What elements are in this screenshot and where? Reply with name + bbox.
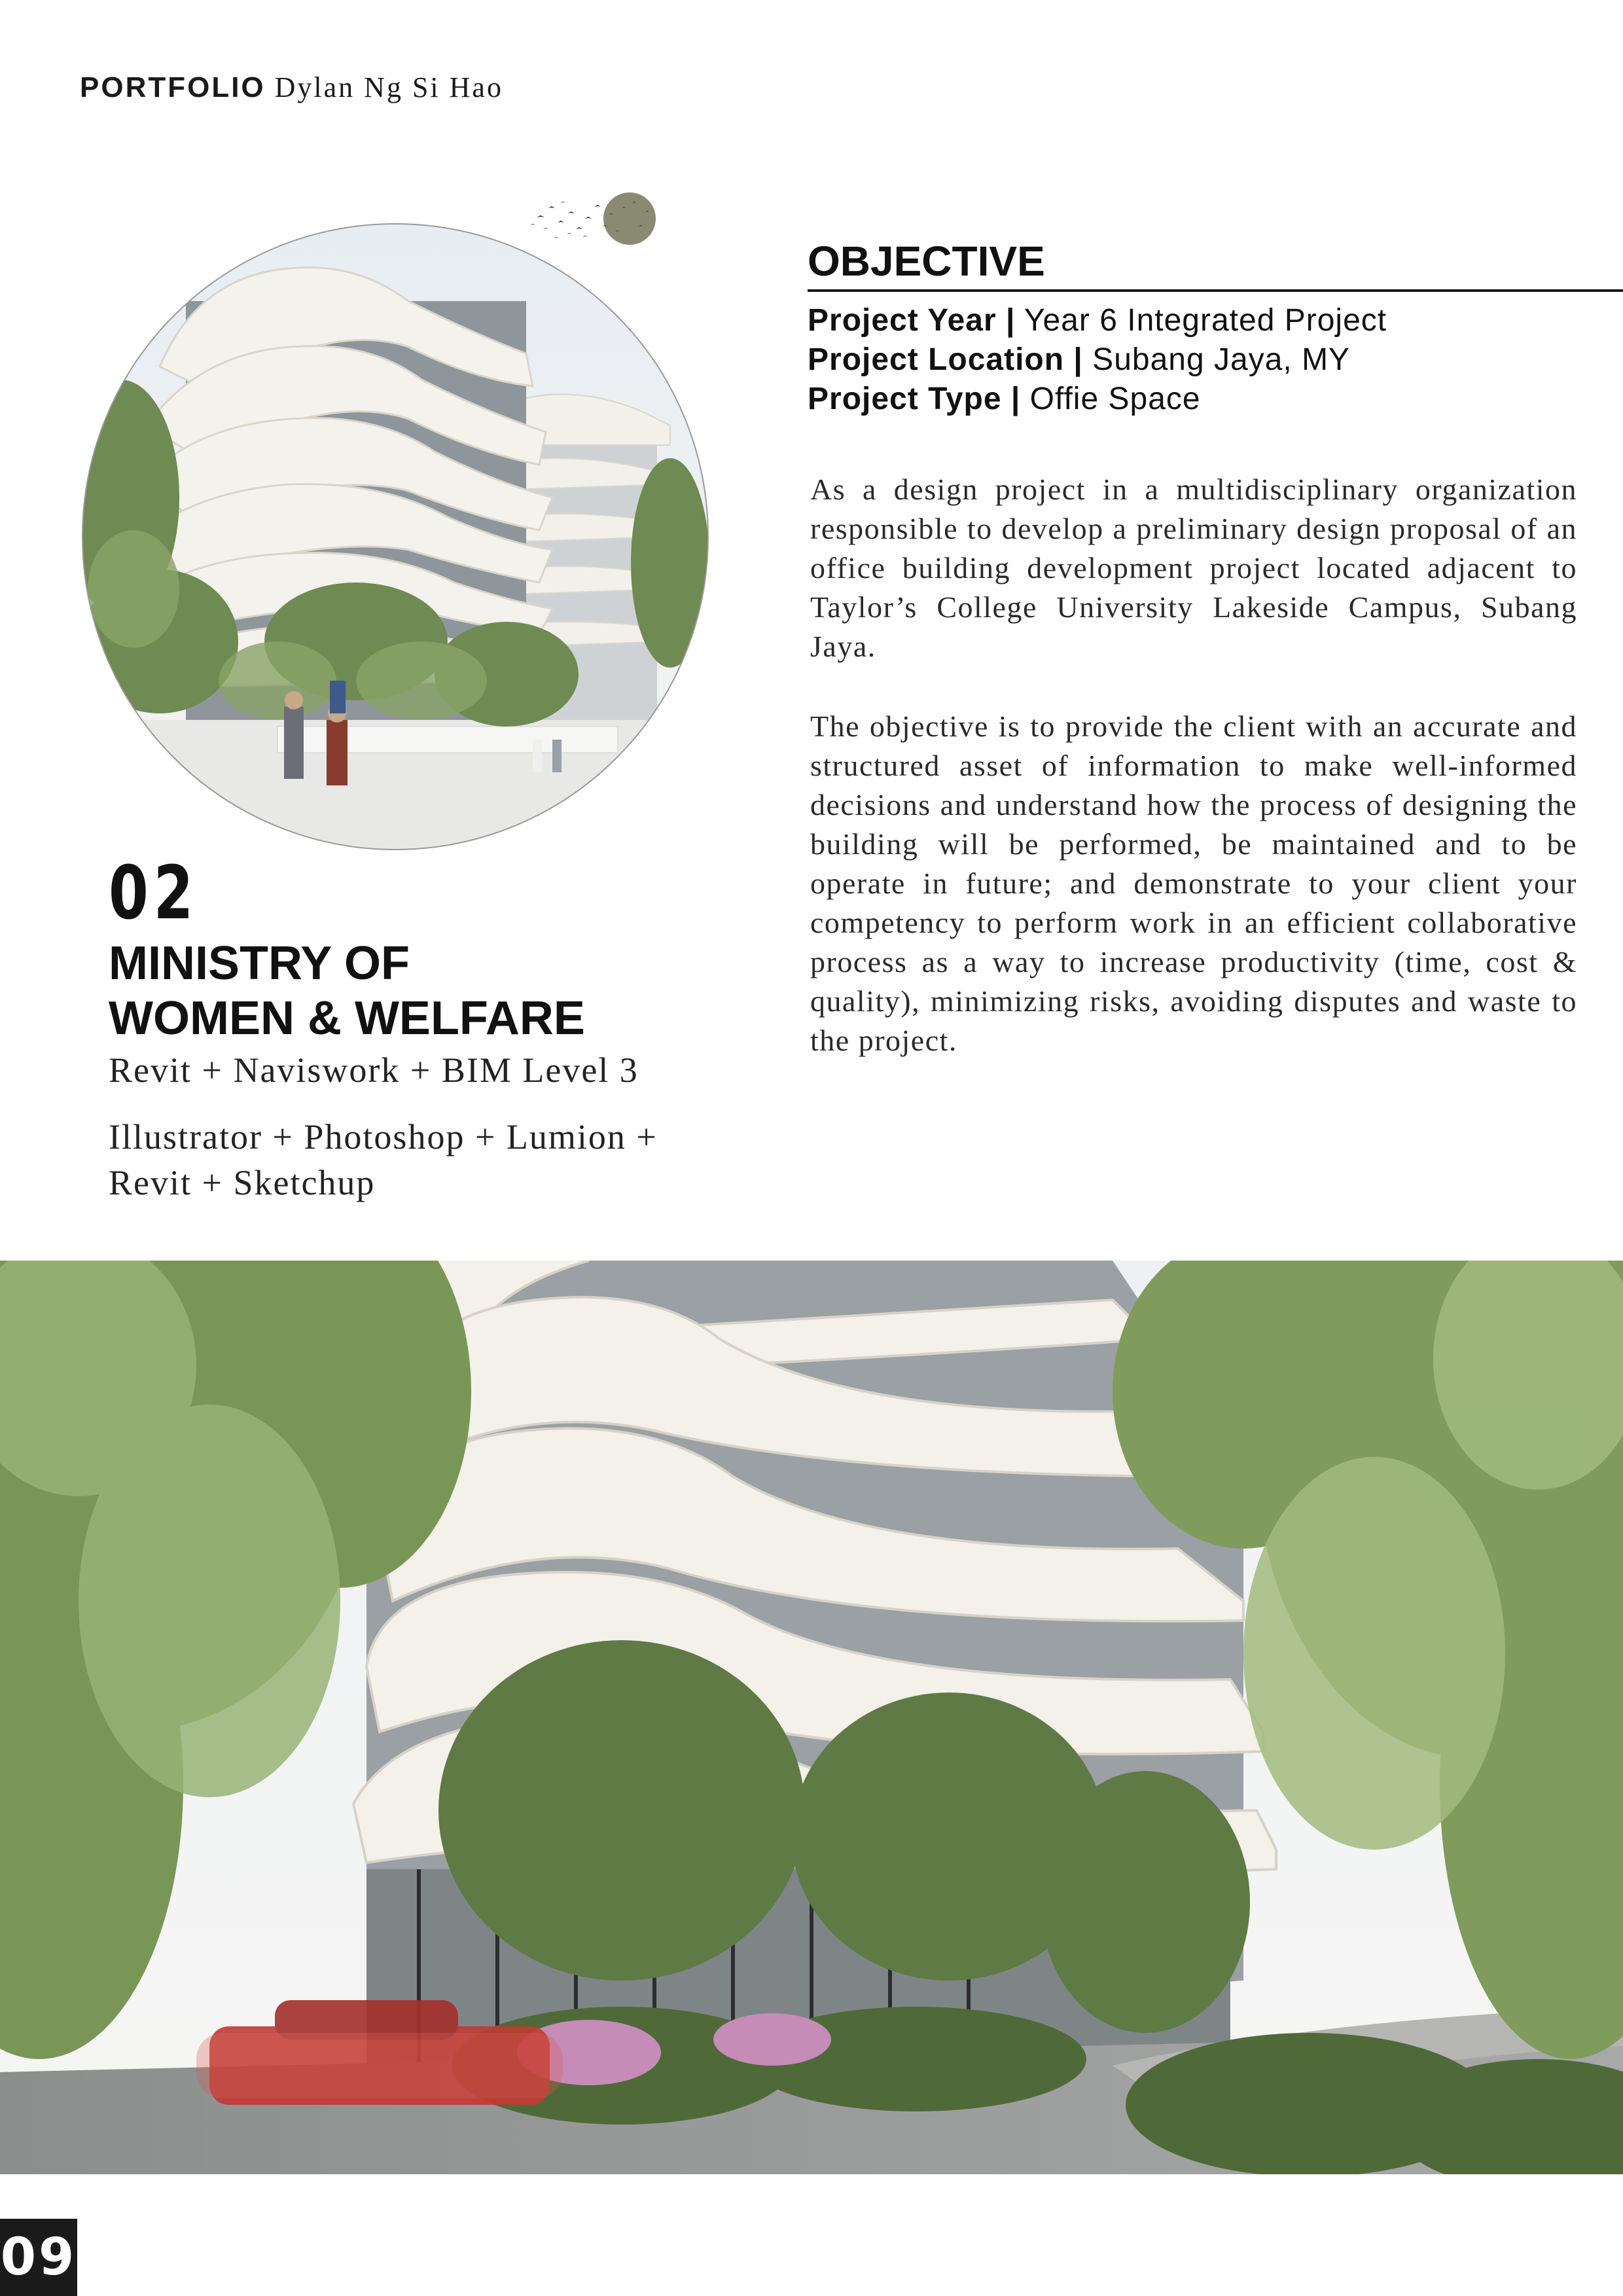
author-name: Dylan Ng Si Hao: [274, 71, 503, 103]
meta-value: Offie Space: [1029, 382, 1201, 416]
meta-value: Year 6 Integrated Project: [1024, 303, 1387, 338]
software-tools: [109, 1047, 763, 1206]
objective-divider: [808, 289, 1623, 292]
project-meta: [808, 301, 1387, 419]
page-header: [80, 71, 503, 104]
meta-key: Project Year |: [808, 303, 1016, 338]
objective-paragraph-2: The objective is to provide the client with an accurate and structured asset of information to make well-informed decisions and understand how the process of designing the building will be performed, be maintained and to be operate in future; and demonstrate to your client your competency to perform work in an efficient collaborative process as a way to increase productivity (time, cost & quality), minimizing risks, avoiding disputes and waste to the project.: [810, 709, 1577, 1057]
tools-line1: Revit + Naviswork + BIM Level 3: [109, 1050, 639, 1090]
meta-key: Project Location |: [808, 342, 1083, 377]
tools-line3: Revit + Sketchup: [109, 1163, 376, 1202]
meta-row-year: [808, 301, 1387, 340]
meta-row-type: [808, 380, 1387, 419]
objective-heading: OBJECTIVE: [808, 238, 1045, 285]
building-render-circle: [81, 223, 709, 851]
project-title: [109, 936, 698, 1046]
meta-key: Project Type |: [808, 382, 1021, 416]
page-number-badge: 09: [0, 2219, 77, 2296]
project-title-line2: WOMEN & WELFARE: [109, 992, 585, 1045]
building-render-wide: [0, 1261, 1623, 2174]
project-title-line1: MINISTRY OF: [109, 937, 410, 990]
portfolio-label: PORTFOLIO: [80, 71, 266, 103]
meta-row-location: [808, 340, 1387, 380]
project-number: 02: [109, 851, 199, 936]
meta-value: Subang Jaya, MY: [1092, 342, 1351, 377]
objective-paragraph-1: As a design project in a multidisciplinary organization responsible to develop a preliminary design proposal of an office building development project located adjacent to Taylor’s College University Lakeside Campus, Subang Jaya.: [810, 473, 1577, 663]
tools-line2: Illustrator + Photoshop + Lumion +: [109, 1117, 658, 1157]
